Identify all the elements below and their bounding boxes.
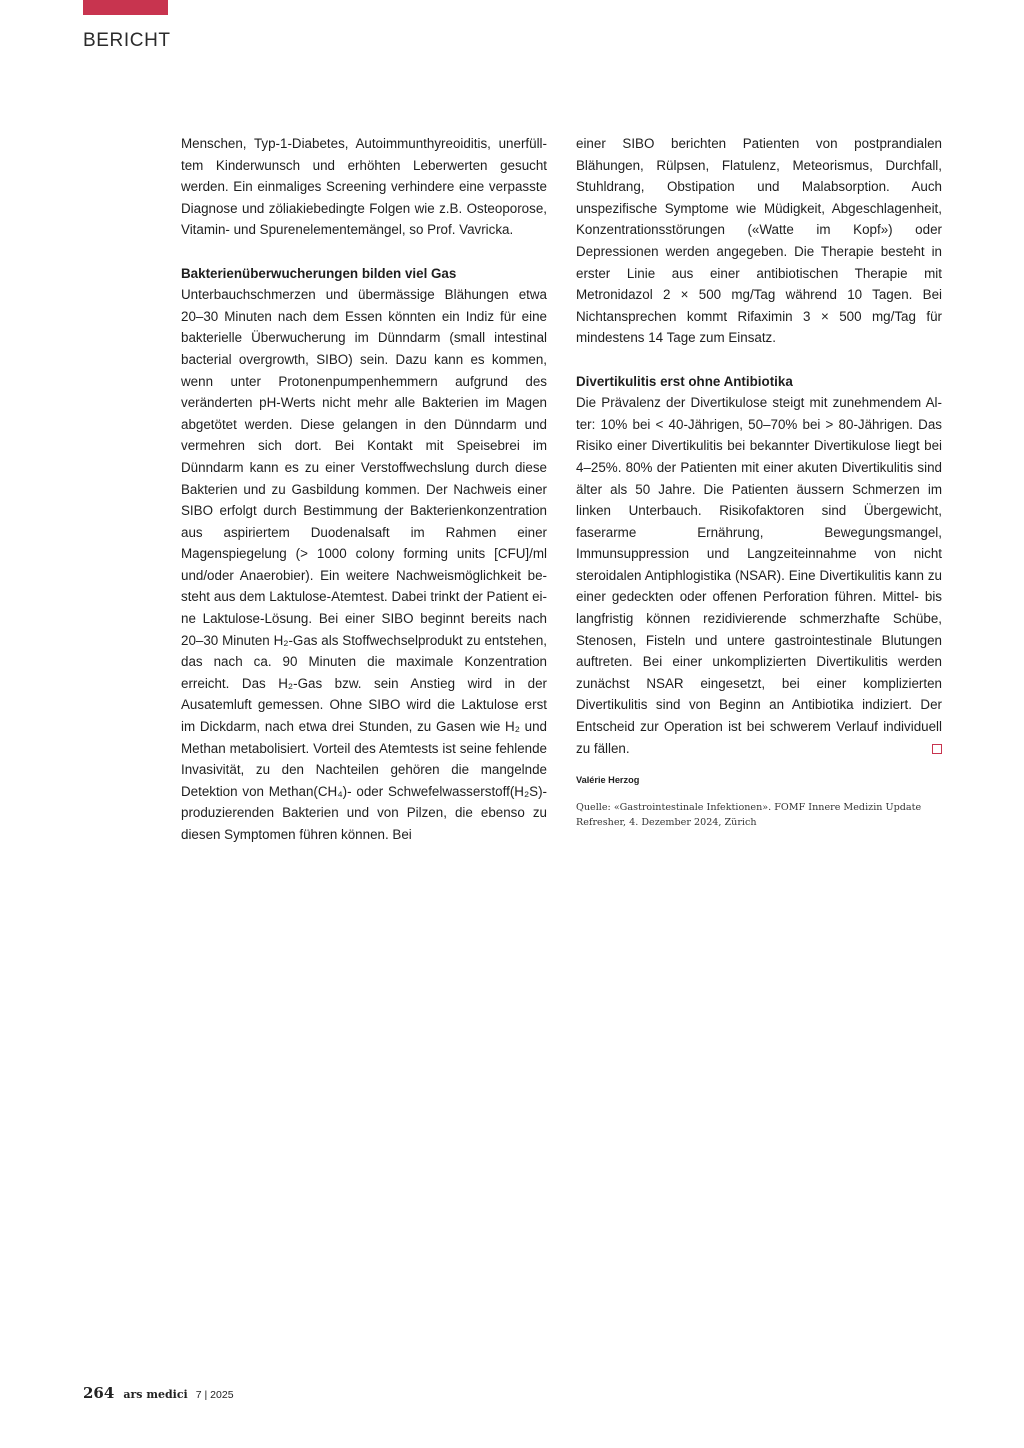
sibo-heading: Bakterienüberwucherungen bilden viel Gas <box>181 265 457 281</box>
sibo-paragraph: Unterbauchschmerzen und übermässige Blähungen etwa 20–30 Minuten nach dem Essen könnten ein Indiz für eine bakterielle Überwucherung im Dünndarm (small intestinal bacterial overgrowth, SIBO) sein. Dazu kann es kommen, wenn unter Protonenpumpenhemmern aufgrund des veränderten pH-Werts nicht mehr alle Bakterien im Magen abgetötet werden. Diese gelangen in den Dünndarm und vermehren sich dort. Bei Kontakt mit Speisebrei im Dünndarm kann es zu einer Verstoffwechslung durch diese Bakterien und zu Gasbildung kommen. Der Nachweis einer SIBO erfolgt durch Bestimmung der Bakterienkonzentration aus aspiriertem Duodenalsaft im Rahmen einer Magenspiegelung (> 1000 colony forming units [CFU]/ml und/oder Anaerobier). Ein weitere Nachweismöglichkeit besteht aus dem Laktulose-Atemtest. Dabei trinkt der Patient eine Laktulose-Lösung. Bei einer SIBO beginnt bereits nach 20–30 Minuten H₂-Gas als Stoffwechselprodukt zu entstehen, das nach ca. 90 Minuten die maximale Konzentration erreicht. Das H₂-Gas bzw. sein Anstieg wird in der Ausatemluft gemessen. Ohne SIBO wird die Laktulose erst im Dickdarm, nach etwa drei Stunden, zu Gasen wie H₂ und Methan metabolisiert. Vorteil des Atemtests ist seine fehlende Invasivität, zu den Nachteilen gehören die mangelnde Detektion von Methan(CH₄)- oder Schwefelwasserstoff(H₂S)-produzierenden Bakterien und von Pilzen, die ebenso zu diesen Symptomen führen können. Bei <box>181 287 547 842</box>
author-name: Valérie Herzog <box>576 775 640 786</box>
left-column <box>181 133 547 846</box>
page-number: 264 <box>83 1384 115 1402</box>
divertikulitis-paragraph <box>576 392 942 759</box>
section-label: BERICHT <box>83 30 171 51</box>
divertikulitis-text: Die Prävalenz der Divertikulose steigt mit zunehmendem Alter: 10% bei < 40-Jährigen, 50–70% bei > 80-Jährigen. Das Risiko einer Divertikulitis bei bekannter Divertikulose liegt bei 4–25%. 80% der Patienten mit einer akuten Divertikulitis sind älter als 50 Jahre. Die Patienten äussern Schmerzen im linken Unterbauch. Risikofaktoren sind Übergewicht, faserarme Ernährung, Bewegungsmangel, Immunsuppression und Langzeiteinnahme von nicht steroidalen Antiphlogistika (NSAR). Eine Divertikulitis kann zu einer gedeckten oder offenen Perforation führen. Mittel- bis langfristig können rezidivierende schmerzhafte Schübe, Stenosen, Fisteln und untere gastrointestinale Blutungen auftreten. Bei einer unkomplizierten Divertikulitis werden zunächst NSAR eingesetzt, bei einer komplizierten Divertikulitis sind von Beginn an Antibiotika indiziert. Der Entscheid zur Operation ist bei schwerem Verlauf individuell zu fällen. <box>576 395 942 756</box>
left-intro-paragraph: Menschen, Typ-1-Diabetes, Autoimmunthyreoiditis, unerfülltem Kinderwunsch und erhöhten Leberwerten gesucht werden. Ein einmaliges Screening verhindere eine verpasste Diagnose und zöliakiebedingte Folgen wie z.B. Osteoporose, Vitamin- und Spurenelementemängel, so Prof. Vavricka. <box>181 136 547 238</box>
issue-number: 7 | 2025 <box>195 1389 234 1401</box>
journal-name: ars medici <box>123 1388 188 1401</box>
right-column <box>576 133 942 830</box>
article-end-icon <box>932 744 942 754</box>
page-footer <box>83 1384 234 1402</box>
right-intro-paragraph: einer SIBO berichten Patienten von postprandialen Blähungen, Rülpsen, Flatulenz, Meteorismus, Durchfall, Stuhldrang, Obstipation und Malabsorption. Auch unspezifische Symptome wie Müdigkeit, Abgeschlagenheit, Konzentrationsstörungen («Watte im Kopf») oder Depressionen werden angegeben. Die Therapie besteht in erster Linie aus einer antibiotischen Therapie mit Metronidazol 2 × 500 mg/Tag während 10 Tagen. Bei Nichtansprechen kommt Rifaximin 3 × 500 mg/Tag für mindestens 14 Tage zum Einsatz. <box>576 136 942 346</box>
divertikulitis-heading: Divertikulitis erst ohne Antibiotika <box>576 373 793 389</box>
section-accent-bar <box>83 0 168 15</box>
source-citation: Quelle: «Gastrointestinale Infektionen». FOMF Innere Medizin Update Refresher, 4. Dezember 2024, Zürich <box>576 802 922 828</box>
